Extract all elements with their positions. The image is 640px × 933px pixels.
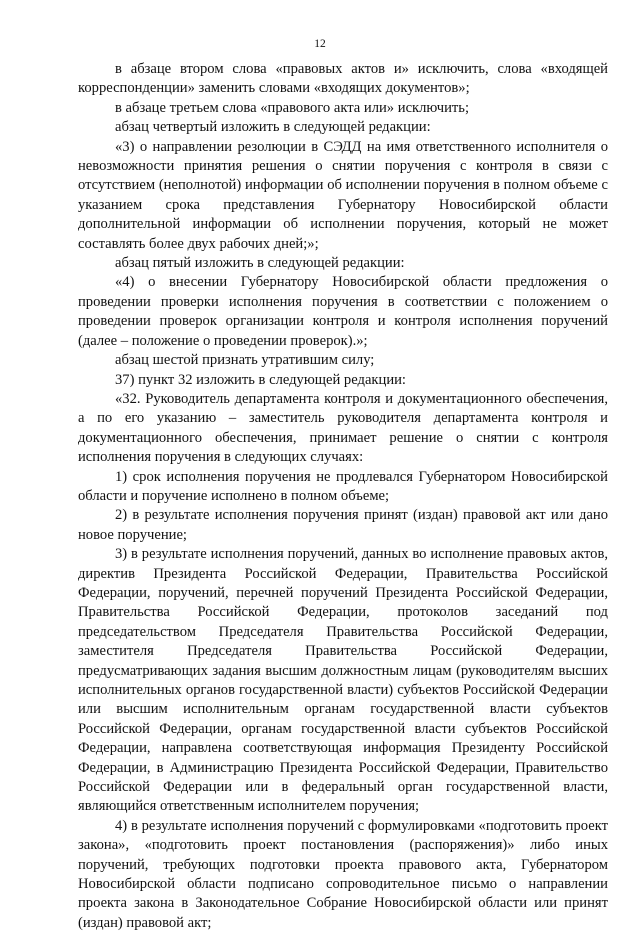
paragraph: абзац четвертый изложить в следующей редакции: [115,119,431,136]
paragraph: «3) о направлении резолюции в СЭДД на имя ответственного исполнителя о невозможности принятия решения о снятии поручения с контроля в связи с отсутствием (неполнотой) информации об исполнении поручения в полном объеме с указанием срока представления Губернатору Новосибирской области дополнительной информации об исполнении поручения, который не может составлять более двух рабочих дней;»; [78,138,608,252]
paragraph: 3) в результате исполнения поручений, данных во исполнение правовых актов, директив Президента Российской Федерации, Правительства Российской Федерации, поручений, перечней поручений Президента Российской Федерации, Правительства Российской Федерации, протоколов заседаний под председательством Председателя Правительства Российской Федерации, заместителя Председателя Правительства Российской Федерации, предусматривающих задания высшим должностным лицам (руководителям высших исполнительных органов государственной власти) субъектов Российской Федерации или высшим исполнительным органам государственной власти субъектов Российской Федерации, органам государственной власти субъектов Российской Федерации, направлена соответствующая информация Президенту Российской Федерации, в Администрацию Президента Российской Федерации, Правительство Российской Федерации или в федеральный орган государственной власти, являющийся ответственным исполнителем поручения; [78,546,608,815]
paragraph: 2) в результате исполнения поручения принят (издан) правовой акт или дано новое поручение; [78,507,608,543]
document-body [78,60,608,933]
paragraph: абзац шестой признать утратившим силу; [115,352,375,369]
paragraph: «32. Руководитель департамента контроля и документационного обеспечения, а по его указанию – заместитель руководителя департамента контроля и документационного обеспечения, принимает решение о снятии с контроля исполнения поручения в следующих случаях: [78,390,608,466]
paragraph: 4) в результате исполнения поручений с формулировками «подготовить проект закона», «подготовить проект постановления (распоряжения)» либо иных поручений, требующих подготовки проекта правового акта, Губернатором Новосибирской области подписано сопроводительное письмо о направлении проекта закона в Законодательное Собрание Новосибирской области или принят (издан) правовой акт; [78,817,608,931]
paragraph: 37) пункт 32 изложить в следующей редакции: [115,371,406,388]
paragraph: «4) о внесении Губернатору Новосибирской области предложения о проведении проверки исполнения поручения в соответствии с положением о проведении проверок организации контроля и контроля исполнения поручений (далее – положение о проведении проверок).»; [78,274,608,349]
paragraph: абзац пятый изложить в следующей редакции: [115,255,405,272]
paragraph: в абзаце втором слова «правовых актов и» исключить, слова «входящей корреспонденции» заменить словами «входящих документов»; [78,61,608,97]
paragraph: 1) срок исполнения поручения не продлевался Губернатором Новосибирской области и поручение исполнено в полном объеме; [78,468,608,504]
page-number: 12 [314,38,326,50]
paragraph: в абзаце третьем слова «правового акта или» исключить; [115,99,469,116]
